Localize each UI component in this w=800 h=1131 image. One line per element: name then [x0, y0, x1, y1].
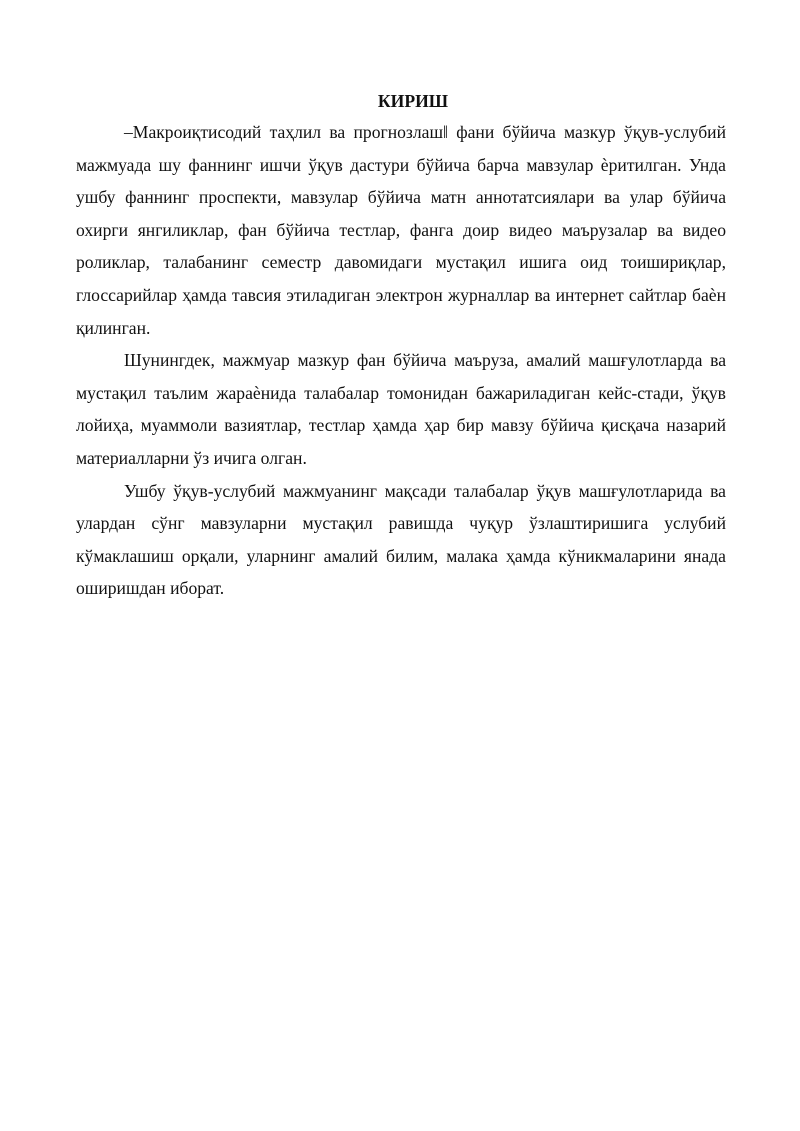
page-title: КИРИШ: [377, 91, 449, 111]
paragraph-purpose: Ушбу ўқув-услубий мажмуанинг мақсади талабалар ўқув машғулотларида ва улардан сўнг мавзуларни мустақил равишда чуқур ўзлаштиришига услубий кўмаклашиш орқали, уларнинг амалий билим, малака ҳамда кўникмаларини янада оширишдан иборат.: [76, 480, 726, 599]
paragraph-intro: –Макроиқтисодий таҳлил ва прогнозлаш‖ фани бўйича мазкур ўқув-услубий мажмуада шу фаннинг ишчи ўқув дастури бўйича барча мавзулар ѐритилган. Унда ушбу фаннинг проспекти, мавзулар бўйича матн аннотатсиялари ва улар бўйича охирги янгиликлар, фан бўйича тестлар, фанга доир видео маърузалар ва видео роликлар, талабанинг семестр давомидаги мустақил ишига оид тоишириқлар, глоссарийлар ҳамда тавсия этиладиган электрон журналлар ва интернет сайтлар баѐн қилинган.: [76, 122, 726, 338]
document-body: [76, 86, 726, 605]
paragraph-contents: Шунингдек, мажмуар мазкур фан бўйича маъруза, амалий машғулотларда ва мустақил таълим жараѐнида талабалар томонидан бажариладиган кейс-стади, ўқув лойиҳа, муаммоли вазиятлар, тестлар ҳамда ҳар бир мавзу бўйича қисқача назарий материалларни ўз ичига олган.: [76, 350, 726, 468]
